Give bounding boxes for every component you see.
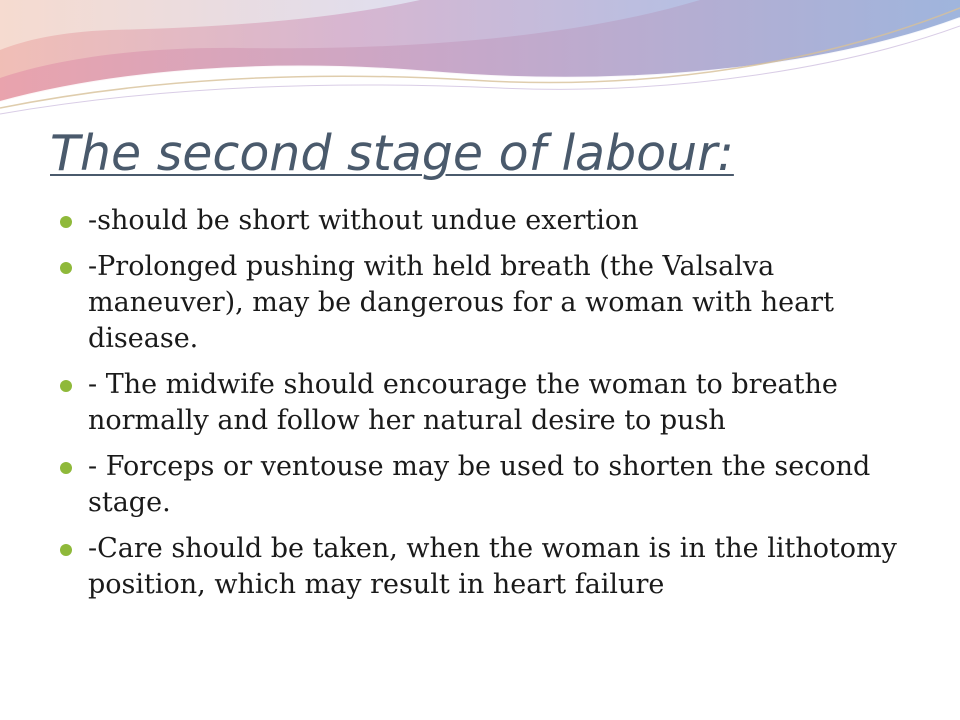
bullet-text: - The midwife should encourage the woman to breathe normally and follow her natural desire to push: [88, 369, 838, 436]
bullet-dot-icon: [60, 544, 72, 556]
bullet-dot-icon: [60, 216, 72, 228]
bullet-item: [60, 367, 910, 439]
bullet-text: -Prolonged pushing with held breath (the Valsalva maneuver), may be dangerous for a woman with heart disease.: [88, 251, 834, 354]
bullet-dot-icon: [60, 462, 72, 474]
slide-title: The second stage of labour:: [50, 125, 734, 182]
bullet-item: [60, 203, 910, 239]
header-wave-decoration: [0, 0, 960, 130]
bullet-item: [60, 449, 910, 521]
bullet-text: - Forceps or ventouse may be used to shorten the second stage.: [88, 451, 871, 518]
bullet-item: [60, 531, 910, 603]
bullet-text: -Care should be taken, when the woman is in the lithotomy position, which may result in heart failure: [88, 533, 897, 600]
bullet-item: [60, 249, 910, 357]
bullet-text: -should be short without undue exertion: [88, 205, 639, 236]
bullet-dot-icon: [60, 380, 72, 392]
bullet-dot-icon: [60, 262, 72, 274]
bullet-list: [60, 203, 910, 613]
